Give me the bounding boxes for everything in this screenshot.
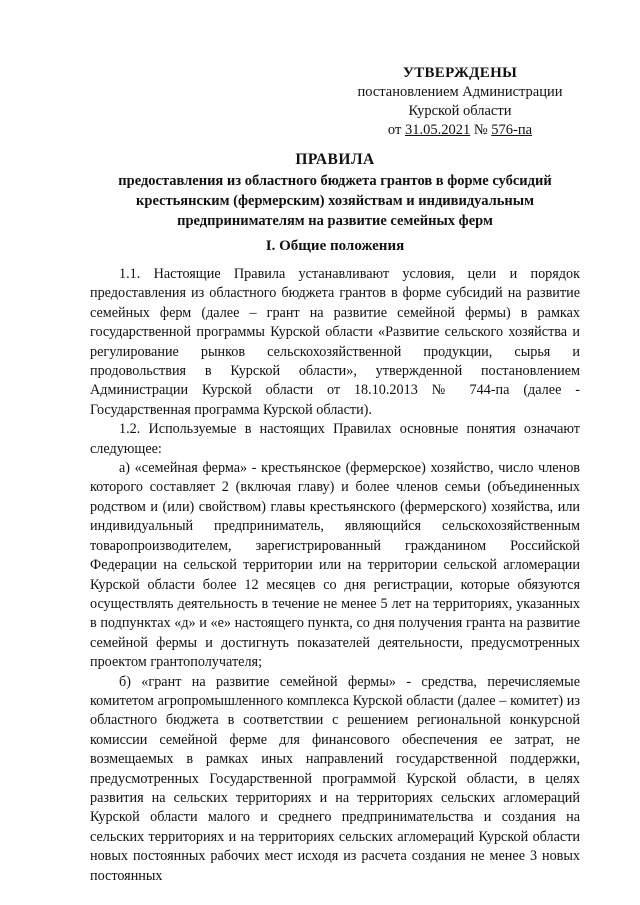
approval-heading: УТВЕРЖДЕНЫ [402, 65, 518, 81]
approval-stamp [340, 64, 580, 140]
approval-date-prefix: от [387, 122, 405, 138]
paragraph-b: б) «грант на развитие семейной фермы» - средства, перечисляемые комитетом агропромышленного комплекса Курской области (далее – комитет) из областного бюджета в соответствии с решением региональной конкурсной комиссии семейной ферме для финансового обеспечения ее затрат, не возмещаемых в рамках иных направлений государственной поддержки, предусмотренных Государственной программой Курской области, в целях развития на сельских территориях и на территориях сельских агломераций Курской области малого и среднего предпринимательства и создания на сельских территориях и на территориях сельских агломераций Курской области новых постоянных рабочих мест исходя из расчета создания не менее 3 новых постоянных [90, 673, 580, 884]
section-heading: I. Общие положения [265, 238, 405, 254]
approval-number-prefix: № [470, 122, 492, 138]
paragraph-a: а) «семейная ферма» - крестьянское (фермерское) хозяйство, число членов которого составляет 2 (включая главу) и более членов семьи (объединенных родством и (или) свойством) главы крестьянского (фермерского) хозяйства, или индивидуальный предприниматель, являющийся сельскохозяйственным товаропроизводителем, зарегистрированный гражданином Российской Федерации на сельской территории или на территории сельской агломерации Курской области более 12 месяцев со дня регистрации, которые обязуются осуществлять деятельность в течение не менее 5 лет на территориях, указанных в подпунктах «д» и «е» настоящего пункта, со дня получения гранта на развитие семейной фермы и достигнуть показателей деятельности, предусмотренных проектом грантополучателя; [90, 460, 580, 671]
approval-number: 576-па [491, 122, 533, 138]
approval-line-2: Курской области [408, 103, 512, 119]
paragraph-1-1: 1.1. Настоящие Правила устанавливают условия, цели и порядок предоставления из областного бюджета грантов в форме субсидий на развитие семейных ферм (далее – грант на развитие семейной фермы) в рамках государственной программы Курской области «Развитие сельского хозяйства и регулирование рынков сельскохозяйственной продукции, сырья и продовольствия в Курской области», утвержденной постановлением Администрации Курской области от 18.10.2013 № 744-па (далее - Государственная программа Курской области). [90, 266, 580, 418]
document-title-block [90, 150, 580, 231]
document-subtitle: предоставления из областного бюджета грантов в форме субсидий крестьянским (фермерским) хозяйствам и индивидуальным предпринимателям на развитие семейных ферм [118, 173, 552, 229]
approval-date-line [340, 121, 580, 140]
document-title: ПРАВИЛА [295, 151, 375, 168]
document-body [90, 265, 580, 886]
approval-line-1: постановлением Администрации [357, 84, 563, 100]
paragraph-1-2: 1.2. Используемые в настоящих Правилах основные понятия означают следующее: [90, 421, 580, 457]
approval-date: 31.05.2021 [404, 122, 471, 138]
